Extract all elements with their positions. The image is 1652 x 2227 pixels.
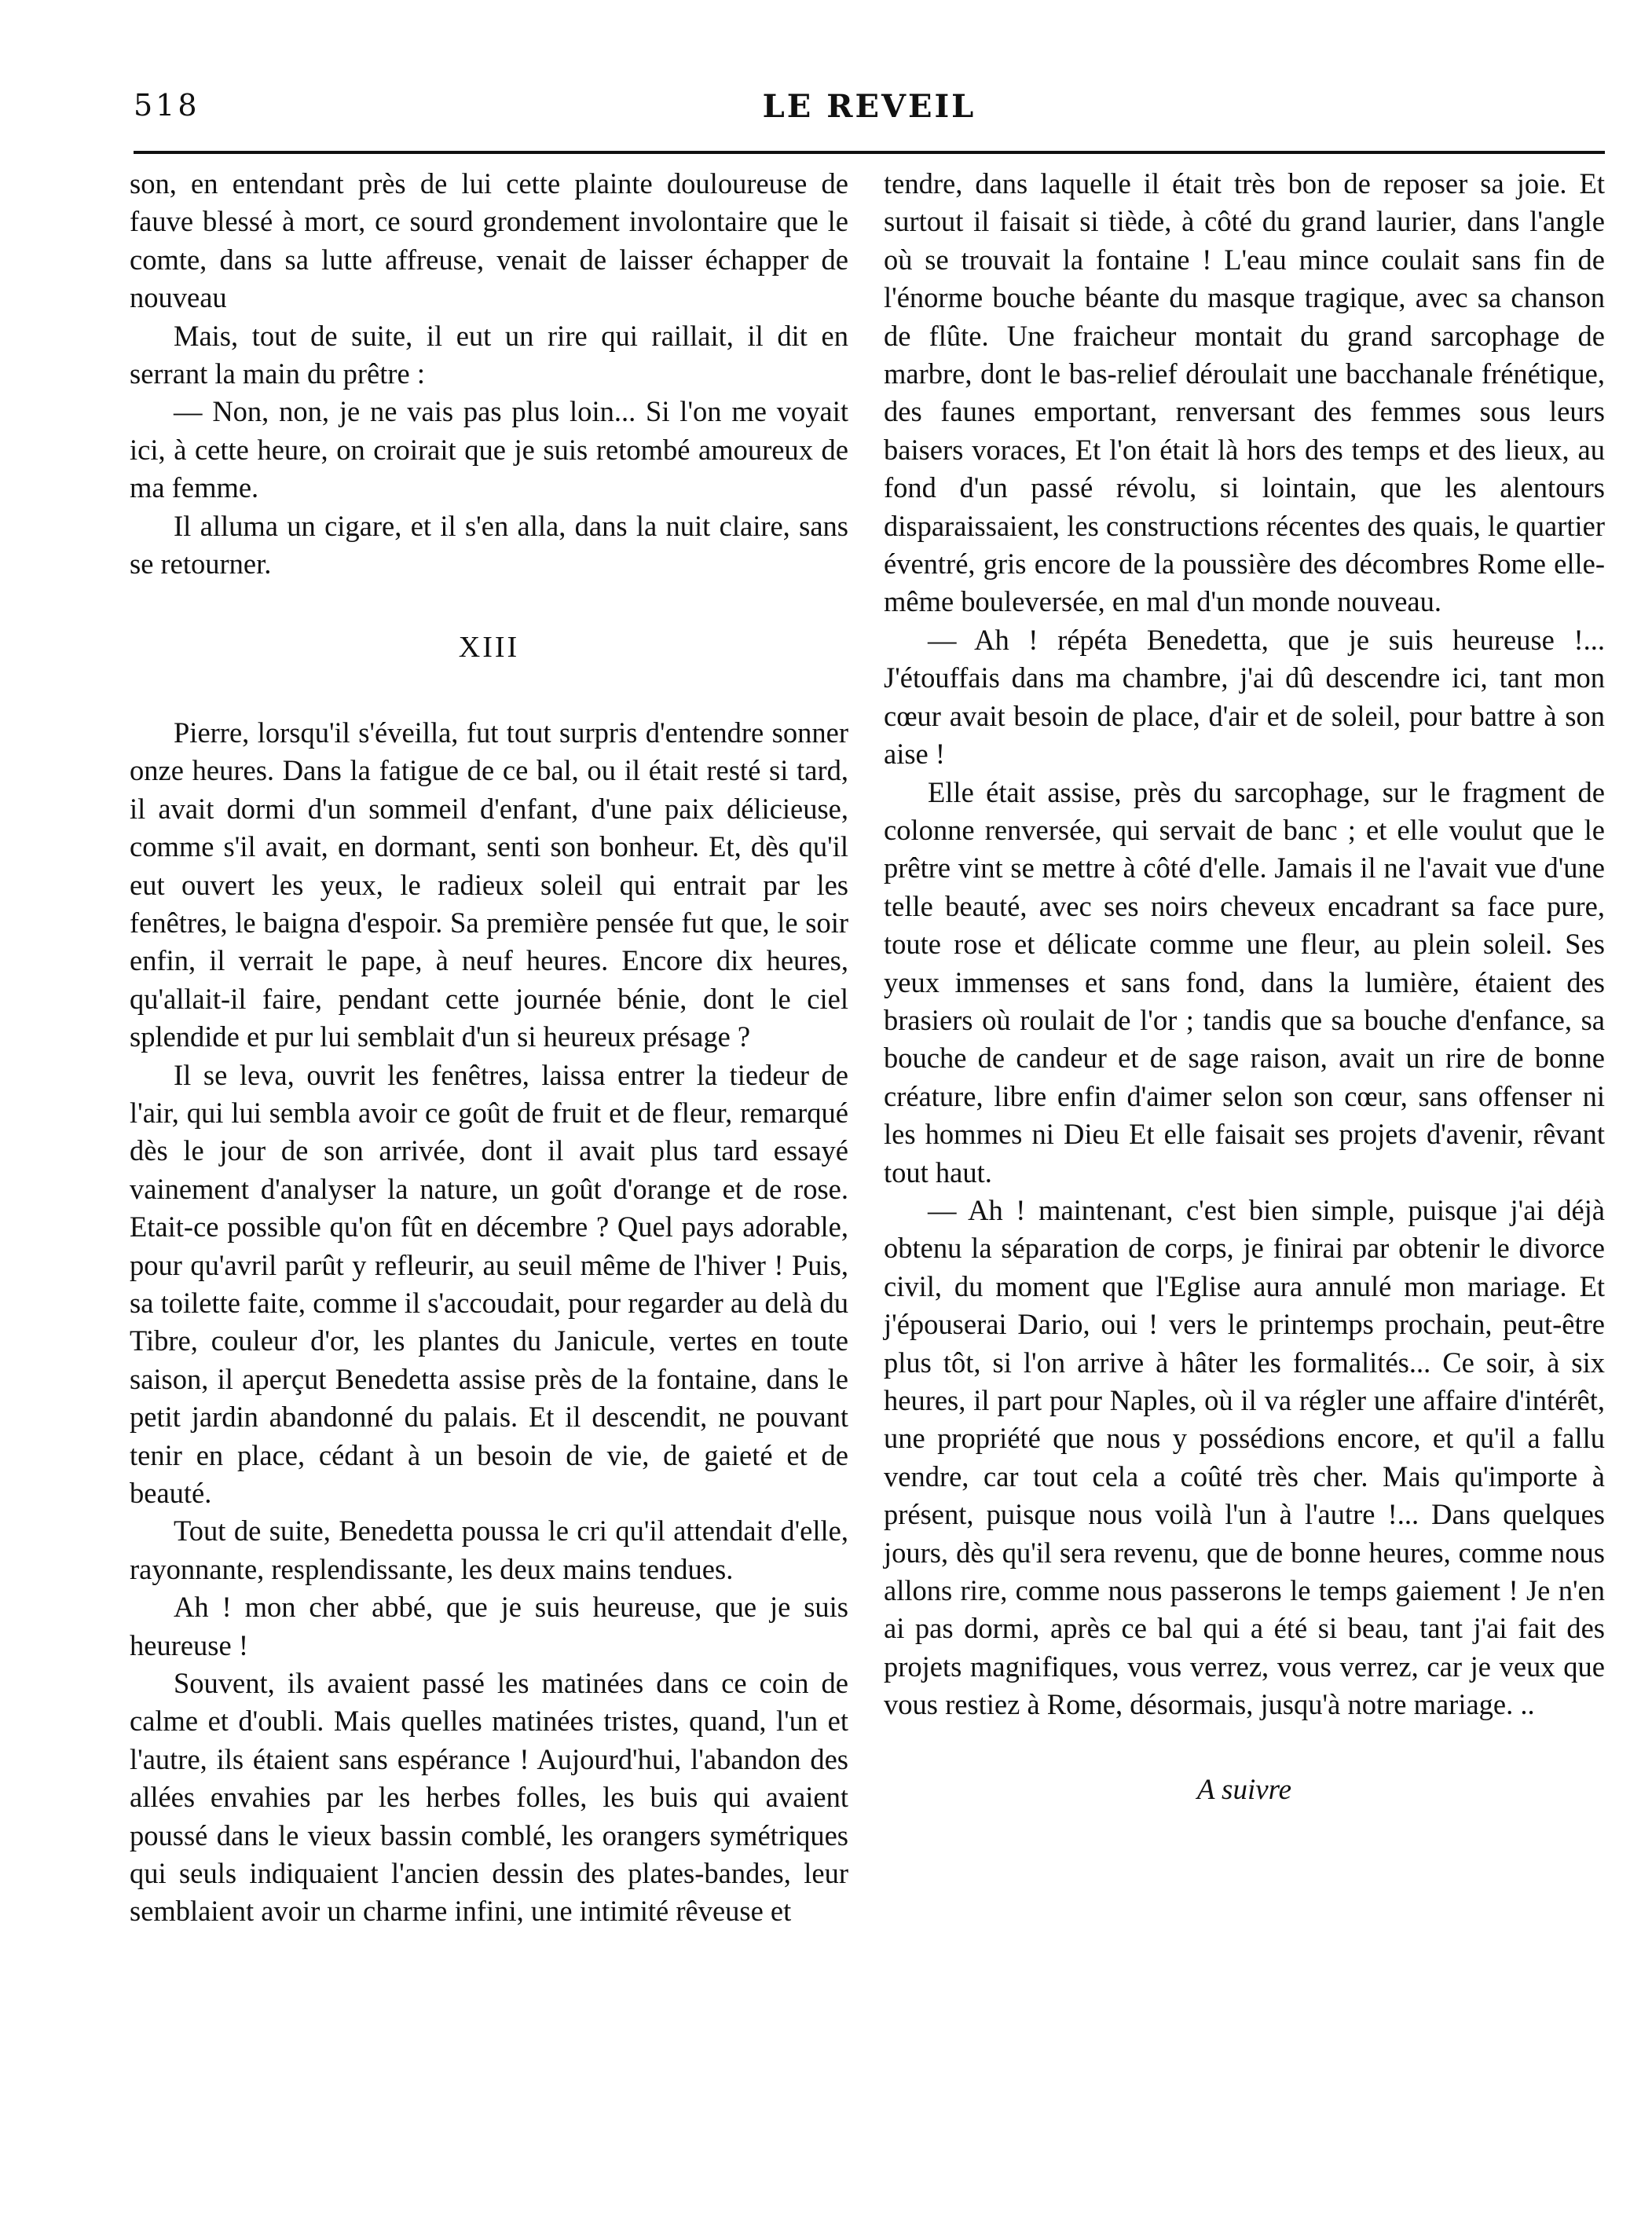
paragraph: Il alluma un cigare, et il s'en alla, dans la nuit claire, sans se retourner. [130, 509, 848, 581]
page-header [134, 88, 1605, 143]
paragraph: Souvent, ils avaient passé les matinées dans ce coin de calme et d'oubli. Mais quelles matinées tristes, quand, l'un et l'autre, ils étaient sans espérance ! Aujourd'hui, l'abandon des allées envahies par les herbes folles, les buis qui avaient poussé dans le vieux bassin comblé, les orangers symétriques qui seuls indiquaient l'ancien dessin des plates-bandes, leur semblaient avoir un charme infini, une intimité rêveuse et [130, 1667, 848, 1928]
right-column [884, 165, 1605, 1809]
paragraph: — Non, non, je ne vais pas plus loin... Si l'on me voyait ici, à cette heure, on croirait que je suis retombé amoureux de ma femme. [130, 395, 848, 504]
paragraph: Pierre, lorsqu'il s'éveilla, fut tout surpris d'entendre sonner onze heures. Dans la fatigue de ce bal, ou il était resté si tard, il avait dormi d'un sommeil d'enfant, d'une paix délicieuse, comme s'il avait, en dormant, senti son bonheur. Et, dès qu'il eut ouvert les yeux, le radieux soleil qui entrait par les fenêtres, le baigna d'espoir. Sa première pensée fut que, le soir enfin, il verrait le pape, à neuf heures. Encore dix heures, qu'allait-il faire, pendant cette journée bénie, dont le ciel splendide et pur lui semblait d'un si heureux présage ? [130, 716, 848, 1053]
paragraph: Il se leva, ouvrit les fenêtres, laissa entrer la tiedeur de l'air, qui lui sembla avoir ce goût de fruit et de fleur, remarqué dès le jour de son arrivée, dont il avait plus tard essayé vainement d'analyser la nature, un goût d'orange et de rose. Etait-ce possible qu'on fût en décembre ? Quel pays adorable, pour qu'avril parût y refleurir, au seuil même de l'hiver ! Puis, sa toilette faite, comme il s'accoudait, pour regarder au delà du Tibre, couleur d'or, les plantes du Janicule, vertes en toute saison, il aperçut Benedetta assise près de la fontaine, dans le petit jardin abandonné du palais. Et il descendit, ne pouvant tenir en place, cédant à un besoin de vie, de gaieté et de beauté. [130, 1058, 848, 1509]
header-rule [134, 151, 1605, 154]
paragraph: son, en entendant près de lui cette plainte douloureuse de fauve blessé à mort, ce sourd grondement involontaire que le comte, dans sa lutte affreuse, venait de laisser échapper de nouveau [130, 167, 848, 314]
left-column [130, 165, 848, 1931]
chapter-heading: XIII [458, 631, 520, 665]
page-number: 518 [134, 88, 200, 123]
journal-title: LE REVEIL [762, 88, 976, 125]
paragraph: — Ah ! maintenant, c'est bien simple, puisque j'ai déjà obtenu la séparation de corps, je finirai par obtenir le divorce civil, du moment que l'Eglise aura annulé mon mariage. Et j'épouserai Dario, oui ! vers le printemps prochain, peut-être plus tôt, si l'on arrive à hâter les formalités... Ce soir, à six heures, il part pour Naples, où il va régler une affaire d'intérêt, une propriété que nous y possédions encore, et qu'il a fallu vendre, car tout cela a coûté très cher. Mais qu'importe à présent, puisque nous voilà l'un à l'autre !... Dans quelques jours, dès qu'il sera revenu, que de bonne heures, comme nous allons rire, comme nous passerons le temps gaiement ! Je n'en ai pas dormi, après ce bal qui a été si beau, tant j'ai fait des projets magnifiques, vous verrez, vous verrez, car je veux que vous restiez à Rome, désormais, jusqu'à notre mariage. .. [884, 1193, 1605, 1721]
paragraph: — Ah ! répéta Benedetta, que je suis heureuse !... J'étouffais dans ma chambre, j'ai dû descendre ici, tant mon cœur avait besoin de place, d'air et de soleil, pour battre à son aise ! [884, 623, 1605, 771]
paragraph: Tout de suite, Benedetta poussa le cri qu'il attendait d'elle, rayonnante, resplendissante, les deux mains tendues. [130, 1515, 848, 1585]
to-be-continued: A suivre [1196, 1773, 1292, 1806]
paragraph: tendre, dans laquelle il était très bon de reposer sa joie. Et surtout il faisait si tiède, à côté du grand laurier, dans l'angle où se trouvait la fontaine ! L'eau mince coulait sans fin de l'énorme bouche béante du masque tragique, avec sa chanson de flûte. Une fraicheur montait du grand sarcophage de marbre, dont le bas-relief déroulait une bacchanale frénétique, des faunes emportant, renversant des femmes sous leurs baisers voraces, Et l'on était là hors des temps et des lieux, au fond d'un passé révolu, si lointain, que les alentours disparaissaient, les constructions récentes des quais, le quartier éventré, gris encore de la poussière des décombres Rome elle-même bouleversée, en mal d'un monde nouveau. [884, 167, 1605, 618]
paragraph: Mais, tout de suite, il eut un rire qui raillait, il dit en serrant la main du prêtre : [130, 319, 848, 390]
paragraph: Ah ! mon cher abbé, que je suis heureuse, que je suis heureuse ! [130, 1591, 848, 1661]
paragraph: Elle était assise, près du sarcophage, sur le fragment de colonne renversée, qui servait de banc ; et elle voulut que le prêtre vint se mettre à côté d'elle. Jamais il ne l'avait vue d'une telle beauté, avec ses noirs cheveux encadrant sa face pure, toute rose et délicate comme une fleur, au plein soleil. Ses yeux immenses et sans fond, dans la lumière, étaient des brasiers où roulait de l'or ; tandis que sa bouche d'enfance, sa bouche de candeur et de sage raison, avait un rire de bonne créature, libre enfin d'aimer selon son cœur, sans offenser ni les hommes ni Dieu Et elle faisait ses projets d'avenir, rêvant tout haut. [884, 775, 1605, 1189]
